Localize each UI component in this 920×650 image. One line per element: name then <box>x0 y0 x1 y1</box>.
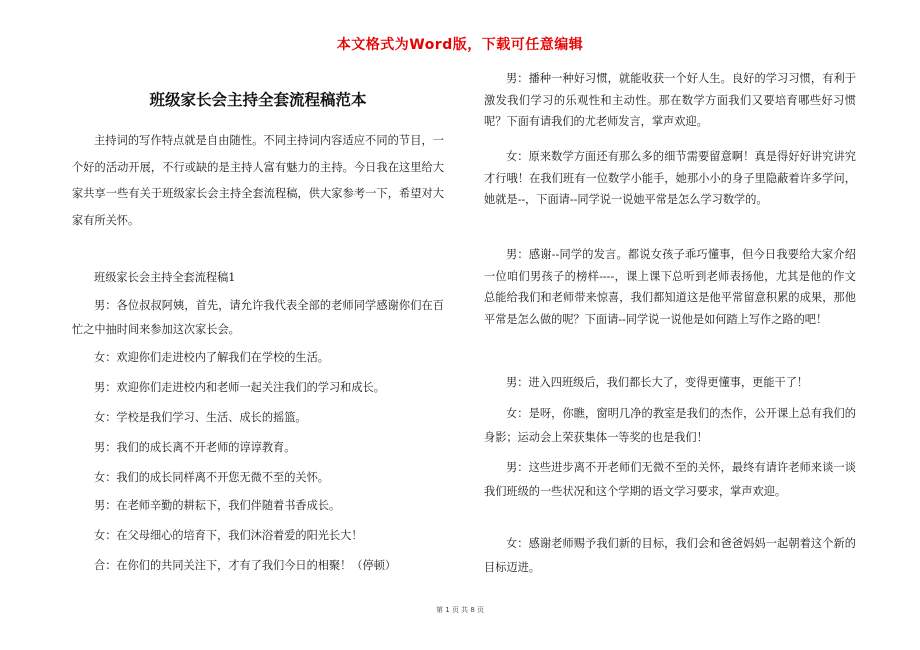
page-number-footer: 第 1 页 共 8 页 <box>435 606 485 614</box>
intro-paragraph: 主持词的写作特点就是自由随性。不同主持词内容适应不同的节目，一个好的活动开展，不行或缺的是主持人富有魅力的主持。今日我在这里给大家共享一些有关于班级家长会主持全套流程稿，供大家参考一下，希望对大家有所关怀。 <box>72 134 444 227</box>
right-paragraph: 男：这些进步离不开老师们无微不至的关怀，最终有请许老师来谈一谈我们班级的一些状况和这个学期的语文学习要求，掌声欢迎。 <box>484 461 856 498</box>
right-paragraph: 女：感谢老师赐予我们新的目标，我们会和爸爸妈妈一起朝着这个新的目标迈进。 <box>484 537 856 574</box>
right-paragraph: 男：播种一种好习惯，就能收获一个好人生。良好的学习习惯，有利于激发我们学习的乐观性和主动性。那在数学方面我们又要培育哪些好习惯呢？下面有请我们的尤老师发言，掌声欢迎。 <box>484 72 856 128</box>
right-paragraph: 女：是呀，你瞧，窗明几净的教室是我们的杰作，公开课上总有我们的身影；运动会上荣获集体一等奖的也是我们！ <box>484 407 856 444</box>
left-paragraph: 男：我们的成长离不开老师的谆谆教育。 <box>94 441 296 454</box>
document-title: 班级家长会主持全套流程稿范本 <box>149 90 367 109</box>
left-paragraph: 女：我们的成长同样离不开您无微不至的关怀。 <box>94 471 329 484</box>
right-paragraph: 男：进入四班级后，我们都长大了，变得更懂事，更能干了！ <box>506 376 809 389</box>
left-paragraph: 女：在父母细心的培育下，我们沐浴着爱的阳光长大！ <box>94 529 363 542</box>
right-paragraph: 女：原来数学方面还有那么多的细节需要留意啊！真是得好好讲究讲究才行哦！在我们班有一位数学小能手，她那小小的身子里隐蔽着许多学问，她就是--，下面请--同学说一说她平常是怎么学习数学的。 <box>484 150 856 206</box>
left-paragraph: 男：在老师辛勤的耕耘下，我们伴随着书香成长。 <box>94 499 341 512</box>
left-paragraph: 男：欢迎你们走进校内和老师一起关注我们的学习和成长。 <box>94 381 385 394</box>
left-paragraph: 女：学校是我们学习、生活、成长的摇篮。 <box>94 411 307 424</box>
right-paragraph: 男：感谢--同学的发言。都说女孩子乖巧懂事，但今日我要给大家介绍一位咱们男孩子的榜样----，课上课下总听到老师表扬他，尤其是他的作文总能给我们和老师带来惊喜，我们都知道这是他平常留意积累的成果，那他平常是怎么做的呢？下面请--同学说一说他是如何踏上写作之路的吧！ <box>484 248 856 326</box>
left-paragraph: 女：欢迎你们走进校内了解我们在学校的生活。 <box>94 351 329 364</box>
left-paragraph: 合：在你们的共同关注下，才有了我们今日的相聚！（停顿） <box>94 559 397 572</box>
left-paragraph: 男：各位叔叔阿姨，首先，请允许我代表全部的老师同学感谢你们在百忙之中抽时间来参加这次家长会。 <box>72 299 444 336</box>
section-heading: 班级家长会主持全套流程稿1 <box>94 271 236 284</box>
word-format-banner: 本文格式为Word版，下载可任意编辑 <box>336 37 584 53</box>
